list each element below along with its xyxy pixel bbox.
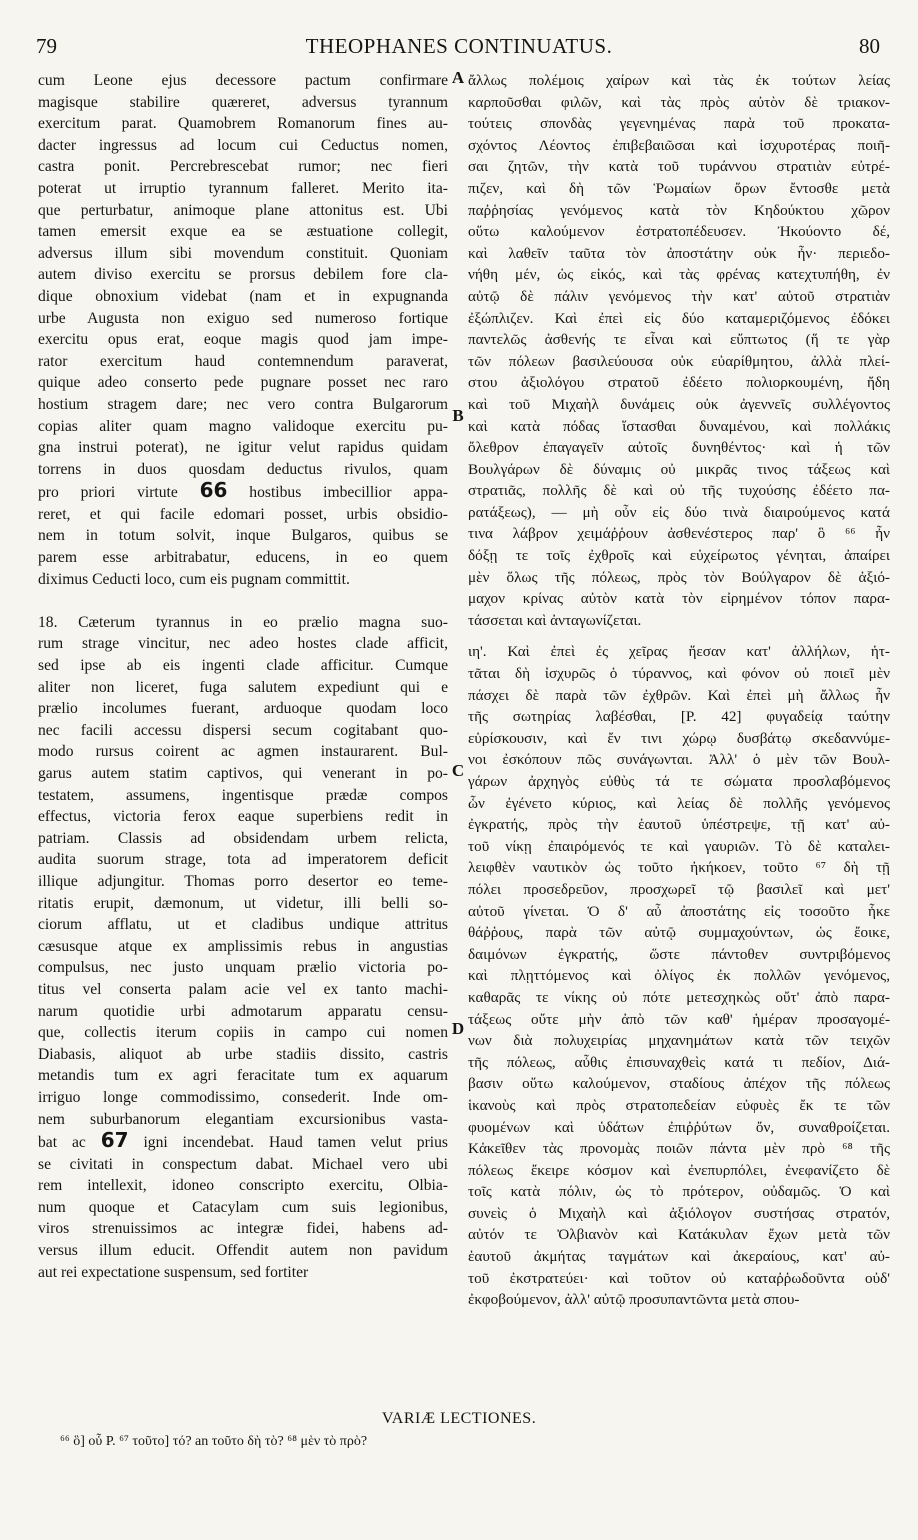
text-line: ἱκανοὺς καὶ πρὸς στρατοπεδείαν εὐφυὲς ἔκ τε τῶν bbox=[468, 1096, 890, 1114]
text-line: ritatis erupit, dæmonum, ut videtur, illi belli so- bbox=[38, 894, 448, 912]
original-page-number: 67 bbox=[100, 1130, 129, 1153]
text-line: ἐγκρατής, πρὸς τὴν ἑαυτοῦ ὑπέστρεψε, τῇ κατ' αὐ- bbox=[468, 816, 890, 834]
text-line: τούτεις σπονδὰς γεγενημένας παρὰ τοῦ προκατα- bbox=[468, 115, 890, 133]
text-line: modo rursus coirent ac agmen instaurarent. Bul- bbox=[38, 743, 448, 761]
text-line: pro priori virtute 66 hostibus imbecillior appa- bbox=[38, 480, 448, 503]
text-line: σχόντος Λέοντος ἐπιβεβαιῶσαι καὶ ἰσχυροτέρας ποιῆ- bbox=[468, 136, 890, 154]
text-line: audita suorum strage, tota ad imperatorem deficit bbox=[38, 851, 448, 869]
text-line: prælio incolumes fuerant, arduoque quodam loco bbox=[38, 700, 448, 718]
text-line: adversus illum sibi movendum constituit. Quoniam bbox=[38, 244, 448, 262]
text-line: Βουλγάρων δὲ δύναμις οὐ μικρᾶς τινος τάξεως καὶ bbox=[468, 460, 890, 478]
text-line: αὐτῷ δὲ πάλιν γενόμενος τὴν κατ' αὐτοῦ στρατιὰν bbox=[468, 287, 890, 305]
text-line: metandis tum ex agri feracitate tum ex aquarum bbox=[38, 1067, 448, 1085]
text-line: magisque stabilire quæreret, adversus tyrannum bbox=[38, 93, 448, 111]
text-line: Diabasis, aliquot ab urbe stadiis dissito, castris bbox=[38, 1045, 448, 1063]
text-line: hostium stragem dare; nec vero contra Bulgarorum bbox=[38, 395, 448, 413]
text-line: παντελῶς ἀσθενής τε εἶναι καὶ εὔπτωτος (ἥ τε γὰρ bbox=[468, 331, 890, 349]
text-line: ὄλεθρον ἐπαγαγεῖν αὐτοῖς δυνηθέντος· καὶ ἡ τῶν bbox=[468, 439, 890, 457]
text-line: garus autem statim captivos, qui venerant in po- bbox=[38, 765, 448, 782]
variae-lectiones-notes: ⁶⁶ ὃ] οὗ P. ⁶⁷ τοῦτο] τό? an τοῦτο δὴ τὸ? ⁶⁸ μὲν τὸ πρὸ? bbox=[60, 1434, 368, 1449]
margin-marker-c: C bbox=[451, 761, 465, 780]
text-line: rem intellexit, idoneo conscripto exercitu, Olbia- bbox=[38, 1177, 448, 1195]
text-line: σαι ζητῶν, τὴν κατὰ τοῦ τυράννου στρατιὰν εὐτρέ- bbox=[468, 158, 890, 176]
text-line: tamen emersit exque ea se æstuatione collegit, bbox=[38, 223, 448, 241]
text-line: aliter non liceret, fuga salutem expediunt qui e bbox=[38, 678, 448, 696]
text-line: δόξῃ τε τοῖς ἐχθροῖς καὶ εὐχείρωτος γένηται, ἀπαίρει bbox=[468, 547, 890, 565]
text-line: καὶ λαθεῖν ταῦτα τὸν ἀποστάτην οὐκ ἦν· περιεδο- bbox=[468, 244, 890, 262]
text-line: καρποῦσθαι φιλῶν, καὶ τὰς πρὸς αὐτὸν δὲ τριακον- bbox=[468, 93, 890, 111]
text-line: καθαρᾶς τε νίκης οὐ πότε μετεσχηκὼς οὔτ' ἀπὸ παρα- bbox=[468, 988, 890, 1006]
text-line: dacter ingressus ad locum cui Ceductus nomen, bbox=[38, 136, 448, 154]
text-line: φυομένων καὶ ὑδάτων ἐπιῤῥύτων ὄν, συναθροίζεται. bbox=[468, 1118, 890, 1136]
text-line: στου ἀξιολόγου στρατοῦ ἐδέετο πολιορκουμένη, ἤδη bbox=[468, 374, 890, 392]
text-line: Κἀκεῖθεν τὰς προνομὰς ποιῶν πάντα μὲν πρὸ ⁶⁸ τῆς bbox=[468, 1140, 890, 1158]
text-line: testatem, assumens, ingentisque prædæ compos bbox=[38, 786, 448, 804]
text-line: dique obnoxium videbat (nam et in expugnanda bbox=[38, 287, 448, 305]
text-line: τᾶται δὴ ἰσχυρῶς ὁ τύραννος, καὶ φόνον οὐ ποιεῖ μὲν bbox=[468, 665, 890, 683]
text-line: μαχον κρίνας αὐτὸν κατὰ τὸν εἰρημένον τόπον παρα- bbox=[468, 590, 890, 608]
text-line: παῤῥησίας γενόμενος κατὰ τὸν Κηδούκτου χῶρον bbox=[468, 201, 890, 219]
text-line: versus illum educit. Offendit autem non pavidum bbox=[38, 1242, 448, 1260]
text-line: nec facili accessu dispersi secum cogitabant quo- bbox=[38, 721, 448, 739]
text-line: τῶν πόλεων βασιλεύουσα οὐκ εὐαρίθμητου, ἀλλὰ πλεί- bbox=[468, 352, 890, 370]
text-line: νων διὰ πολυχειρίας μηχανημάτων κατὰ τῶν τειχῶν bbox=[468, 1032, 890, 1050]
text-line: τάξεως οὔτε μὴν ἀπὸ τῶν καθ' ἡμέραν προσαγομέ- bbox=[468, 1010, 890, 1028]
text-line: θάῤῥους, παρὰ τῶν αὐτῷ συμμαχούντων, ὡς ἔοικε, bbox=[468, 924, 890, 942]
text-line: que perturbatur, animoque plane attonitus est. Ubi bbox=[38, 201, 448, 219]
text-line: νοι ἐσκόπουν πῶς συνάγωνται. Ἀλλ' ὁ μὲν τῶν Βουλ- bbox=[468, 751, 890, 769]
text-line: gna instrui poterat), ne igitur velut rapidus quidam bbox=[38, 439, 448, 457]
text-line: aut rei expectatione suspensum, sed fortiter bbox=[38, 1263, 309, 1281]
text-line: δαιμόνων ἐγκρατής, ὥστε πάντοθεν συντριβόμενος bbox=[468, 945, 890, 963]
text-line: τάσσεται καὶ ἀνταγωνίζεται. bbox=[468, 611, 642, 629]
text-line: 18. Cæterum tyrannus in eo prælio magna suo- bbox=[38, 613, 448, 631]
text-line: τῆς πόλεως, αὖθις ἐπισυναχθεὶς κατά τι πεδίον, Διά- bbox=[468, 1053, 890, 1071]
variae-lectiones-heading: VARIÆ LECTIONES. bbox=[381, 1410, 537, 1427]
paragraph-gap bbox=[38, 590, 448, 612]
text-line: καὶ κατὰ πόδας ἵστασθαι δυναμένου, καὶ πολλάκις bbox=[468, 417, 890, 435]
text-line: nem suburbanorum elegantiam excursionibus vasta- bbox=[38, 1110, 448, 1128]
text-line: torrens in duos quosdam deductus rivulos, quam bbox=[38, 460, 448, 478]
text-line: diximus Ceducti loco, cum eis pugnam committit. bbox=[38, 570, 350, 588]
text-line: quique adeo conserto pede pugnare posset nec raro bbox=[38, 374, 448, 392]
text-line: autem diviso exercitu se prorsus debilem fore cla- bbox=[38, 266, 448, 284]
text-line: effectus, victoria ferox eaque superbiens redit in bbox=[38, 808, 448, 826]
text-line: στρατιᾶς, πολλῆς δὲ καὶ οὐ τῆς τυχούσης ἐδέετο πα- bbox=[468, 482, 890, 500]
text-line: illique adjungitur. Thomas porro desertor eo teme- bbox=[38, 872, 448, 890]
text-line: urbe Augusta non exiguo sed numeroso fortique bbox=[38, 309, 448, 327]
text-line: πόλεως ἔκειρε κόσμον καὶ ἐνεπυρπόλει, ἐνεφανίζετο δὲ bbox=[468, 1161, 890, 1179]
text-line: ἑαυτοῦ ἀκμήτας ταγμάτων καὶ ἀκεραίους, κατ' αὐ- bbox=[468, 1248, 890, 1266]
text-line: πιζεν, καὶ δὴ τῶν Ῥωμαίων ὅρων ἔντοσθε μετὰ bbox=[468, 179, 890, 197]
text-line: ιη'. Καὶ ἐπεὶ ἐς χεῖρας ἥεσαν κατ' ἀλλήλων, ἡτ- bbox=[468, 643, 890, 661]
text-line: patriam. Classis ad obsidendam urbem relicta, bbox=[38, 829, 448, 847]
text-line: poterat ut irruptio tyrannum falleret. Merito ita- bbox=[38, 179, 448, 197]
text-line: ἐκφοβούμενον, ἀλλ' αὐτῷ προσυπαντῶντα μετὰ σπου- bbox=[468, 1291, 800, 1309]
original-page-number: 66 bbox=[199, 480, 228, 503]
text-line: βασιν οὕτω καλούμενον, σταδίους ἀπέχον τῆς πόλεως bbox=[468, 1075, 890, 1093]
text-line: καὶ τοῦ Μιχαὴλ δυνάμεις οὐκ ἀγεννεῖς συλλέγοντος bbox=[468, 395, 890, 413]
margin-marker-a: A bbox=[451, 68, 465, 87]
text-line: αὐτοῦ γίνεται. Ὁ δ' αὖ ἀποστάτης εἰς τοσοῦτο ἧκε bbox=[468, 902, 890, 920]
text-line: bat ac 67 igni incendebat. Haud tamen velut prius bbox=[38, 1130, 448, 1153]
text-line: ἄλλως πολέμοις χαίρων καὶ τὰς ἐκ τούτων λείας bbox=[468, 72, 890, 89]
greek-column bbox=[468, 70, 890, 1311]
text-line: reret, et qui facile edomari posset, urbis obsidio- bbox=[38, 505, 448, 523]
text-line: irriguo longe commodissimo, consederit. Inde om- bbox=[38, 1088, 448, 1106]
text-line: ρατάξεως), — μὴ οὖν εἰς δύο τινὰ διαιρούμενος κατά bbox=[468, 503, 890, 521]
text-line: ciorum afflatu, ut et cladibus undique attritus bbox=[38, 916, 448, 934]
text-line: compulsus, nec justo unquam prælio victoria po- bbox=[38, 959, 448, 977]
margin-marker-d: D bbox=[451, 1019, 465, 1038]
paragraph-gap bbox=[468, 631, 890, 641]
text-line: que, collectis iterum copiis in campo cui nomen bbox=[38, 1024, 448, 1042]
page-number-left: 79 bbox=[36, 34, 57, 58]
text-line: exercitum parat. Quamobrem Romanorum fines au- bbox=[38, 115, 448, 133]
text-line: πάσχει δὲ παρὰ τῶν ἐχθρῶν. Καὶ ἐπεὶ μὴ ἄλλως ἦν bbox=[468, 686, 890, 704]
text-line: cum Leone ejus decessore pactum confirmare bbox=[38, 72, 448, 89]
text-line: nem in totum solvit, inque Bulgaros, quibus se bbox=[38, 527, 448, 545]
text-line: copias aliter quam magno validoque exercitu pu- bbox=[38, 417, 448, 435]
text-line: τινα λάβρον χειμάῤῥουν ἀσθενέστερος παρ' ὃ ⁶⁶ ἦν bbox=[468, 525, 890, 543]
text-line: συνεὶς ὁ Μιχαὴλ καὶ ἀξιόλογον συστήσας στρατόν, bbox=[468, 1204, 890, 1222]
latin-column bbox=[38, 70, 448, 1283]
text-line: ὧν ἐγένετο κύριος, καὶ λείας δὲ πολλῆς γενόμενος bbox=[468, 794, 890, 812]
text-line: τοῦ νίκῃ ἐπαιρόμενός τε καὶ γαυριῶν. Τὸ δὲ καταλει- bbox=[468, 837, 890, 855]
text-line: καὶ πλῃττόμενος καὶ ὀλίγος ἐκ πολλῶν γενόμενος, bbox=[468, 967, 890, 985]
page-number-right: 80 bbox=[859, 34, 880, 58]
text-line: πόλει προσεδρεῦον, προσχωρεῖ τῷ βασιλεῖ καὶ μετ' bbox=[468, 880, 890, 898]
margin-marker-b: B bbox=[452, 406, 464, 425]
text-line: exercitu opus erat, eoque magis quod jam impe- bbox=[38, 331, 448, 349]
text-line: narum quotidie urbi admotarum apparatu censu- bbox=[38, 1002, 448, 1020]
text-line: εὑρίσκουσιν, καὶ ἔν τινι χώρῳ δυσβάτῳ σκεδαννύμε- bbox=[468, 729, 890, 747]
text-line: cæsusque atque ex amplissimis rebus in angustias bbox=[38, 937, 448, 955]
text-line: νήθη μέν, ὡς εἰκός, καὶ τὰς φρένας κατεχτυπήθη, ἐν bbox=[468, 266, 890, 284]
text-line: ἐξώπλιζεν. Καὶ ἐπεὶ εἰς δύο καταμεριζόμενος ἐδόκει bbox=[468, 309, 890, 327]
text-line: num quoque et Catacylam cum suis legionibus, bbox=[38, 1198, 448, 1216]
text-line: rum strage vincitur, nec adeo hostes clade afficit, bbox=[38, 635, 448, 653]
text-line: parem esse arbitrabatur, educens, in eo quem bbox=[38, 549, 448, 567]
text-line: viros strenuissimos ac integræ fidei, habens ad- bbox=[38, 1220, 448, 1238]
text-line: οὕτω καλούμενον ἐστρατοπέδευσεν. Ἠκούοντο δέ, bbox=[468, 223, 890, 241]
text-line: μὲν ὅλως τῆς πόλεως, πρὸς τὸν Βούλγαρον δὲ ἀξιό- bbox=[468, 568, 890, 586]
text-line: rator exercitum haud contemnendum paraverat, bbox=[38, 352, 448, 370]
text-line: γάρων ἀρχηγὸς εὐθὺς τά τε σώματα προσλαβόμενος bbox=[468, 773, 890, 790]
text-line: τοῖς κατὰ πόλιν, ὡς τὸ πρότερον, οὐδαμῶς. Ὁ καὶ bbox=[468, 1183, 890, 1201]
text-line: se civitati in conspectum dabat. Michael vero ubi bbox=[38, 1155, 448, 1173]
text-line: λειφθὲν ναυτικὸν ὡς τοῦτο ἠκήκοεν, τοῦτο ⁶⁷ δὴ τῇ bbox=[468, 859, 890, 877]
running-header bbox=[28, 34, 890, 64]
text-line: τοῦ ἐκστρατεύει· καὶ τοῦτον οὐ καταῤῥωδοῦντα οὐδ' bbox=[468, 1269, 890, 1287]
text-line: sed ipse ab eis ingenti clade afficitur. Cumque bbox=[38, 657, 448, 675]
text-line: castra ponit. Percrebrescebat rumor; nec fieri bbox=[38, 158, 448, 176]
text-line: τῆς σωτηρίας λαβέσθαι, [P. 42] φυγαδείᾳ ταύτην bbox=[468, 708, 890, 726]
running-title: THEOPHANES CONTINUATUS. bbox=[305, 34, 613, 58]
text-line: titus vel conserta palam acie vel ex tanto machi- bbox=[38, 980, 448, 998]
text-line: αὐτόν τε Ὀλβιανὸν καὶ Κατάκυλαν ἔχων μετὰ τῶν bbox=[468, 1226, 890, 1244]
